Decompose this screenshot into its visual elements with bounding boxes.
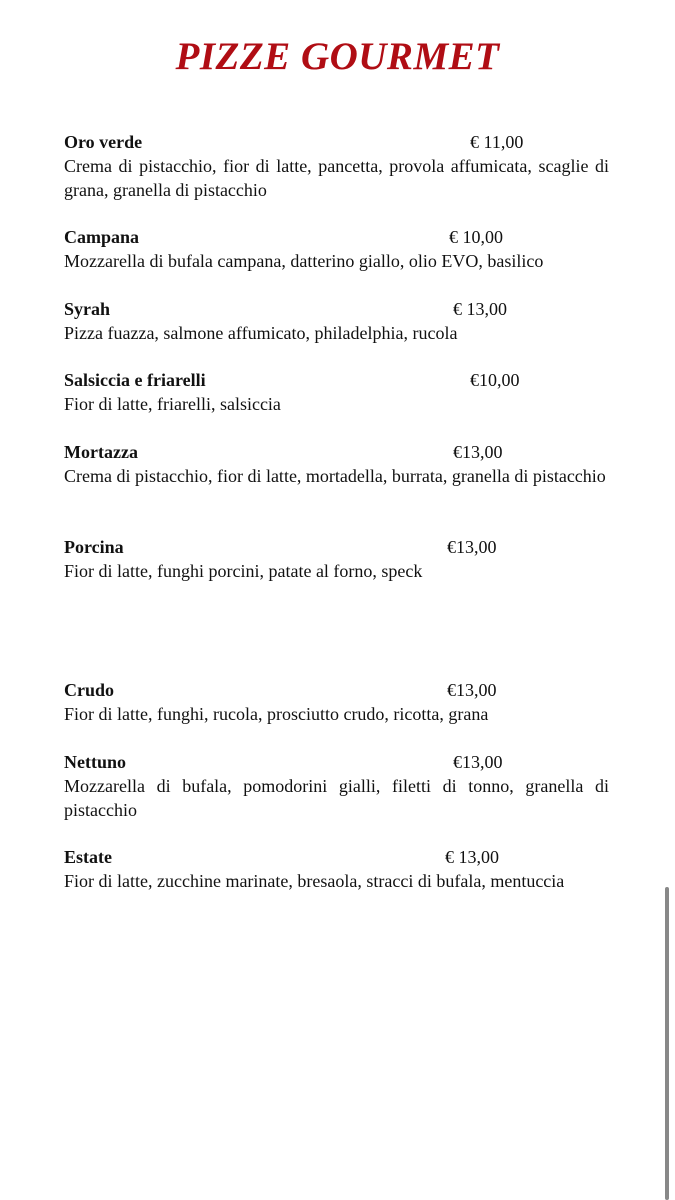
item-price: € 11,00 — [470, 132, 524, 152]
menu-item — [64, 130, 609, 202]
item-price: € 13,00 — [453, 299, 507, 319]
scrollbar[interactable] — [665, 887, 669, 1200]
item-description: Fior di latte, friarelli, salsiccia — [64, 394, 281, 414]
item-description: Mozzarella di bufala campana, datterino giallo, olio EVO, basilico — [64, 251, 544, 271]
item-name: Porcina — [64, 537, 124, 557]
menu-item — [64, 535, 609, 583]
item-description: Pizza fuazza, salmone affumicato, philadelphia, rucola — [64, 323, 458, 343]
menu-item — [64, 368, 609, 416]
item-name: Crudo — [64, 680, 115, 700]
menu-item — [64, 297, 609, 345]
item-price: € 13,00 — [445, 847, 499, 867]
menu-item — [64, 678, 609, 726]
item-description: Mozzarella di bufala, pomodorini gialli, filetti di tonno, granella di pistacchio — [64, 776, 609, 820]
item-price: €10,00 — [470, 370, 520, 390]
menu-item — [64, 845, 609, 893]
item-price: €13,00 — [447, 680, 497, 700]
item-description: Fior di latte, zucchine marinate, bresaola, stracci di bufala, mentuccia — [64, 871, 565, 891]
item-name: Salsiccia e friarelli — [64, 370, 206, 390]
item-description: Fior di latte, funghi porcini, patate al forno, speck — [64, 561, 423, 581]
item-description: Crema di pistacchio, fior di latte, pancetta, provola affumicata, scaglie di grana, granella di pistacchio — [64, 156, 609, 200]
item-price: €13,00 — [453, 752, 503, 772]
page-title: PIZZE GOURMET — [175, 35, 500, 78]
menu-item — [64, 225, 609, 273]
item-name: Estate — [64, 847, 112, 867]
item-description: Crema di pistacchio, fior di latte, mortadella, burrata, granella di pistacchio — [64, 466, 606, 486]
item-name: Mortazza — [64, 442, 138, 462]
item-price: € 10,00 — [449, 227, 503, 247]
menu-item — [64, 440, 609, 488]
item-price: €13,00 — [447, 537, 497, 557]
item-name: Nettuno — [64, 752, 126, 772]
item-description: Fior di latte, funghi, rucola, prosciutto crudo, ricotta, grana — [64, 704, 489, 724]
item-name: Campana — [64, 227, 140, 247]
item-price: €13,00 — [453, 442, 503, 462]
item-name: Syrah — [64, 299, 111, 319]
item-name: Oro verde — [64, 132, 143, 152]
menu-item — [64, 750, 609, 822]
